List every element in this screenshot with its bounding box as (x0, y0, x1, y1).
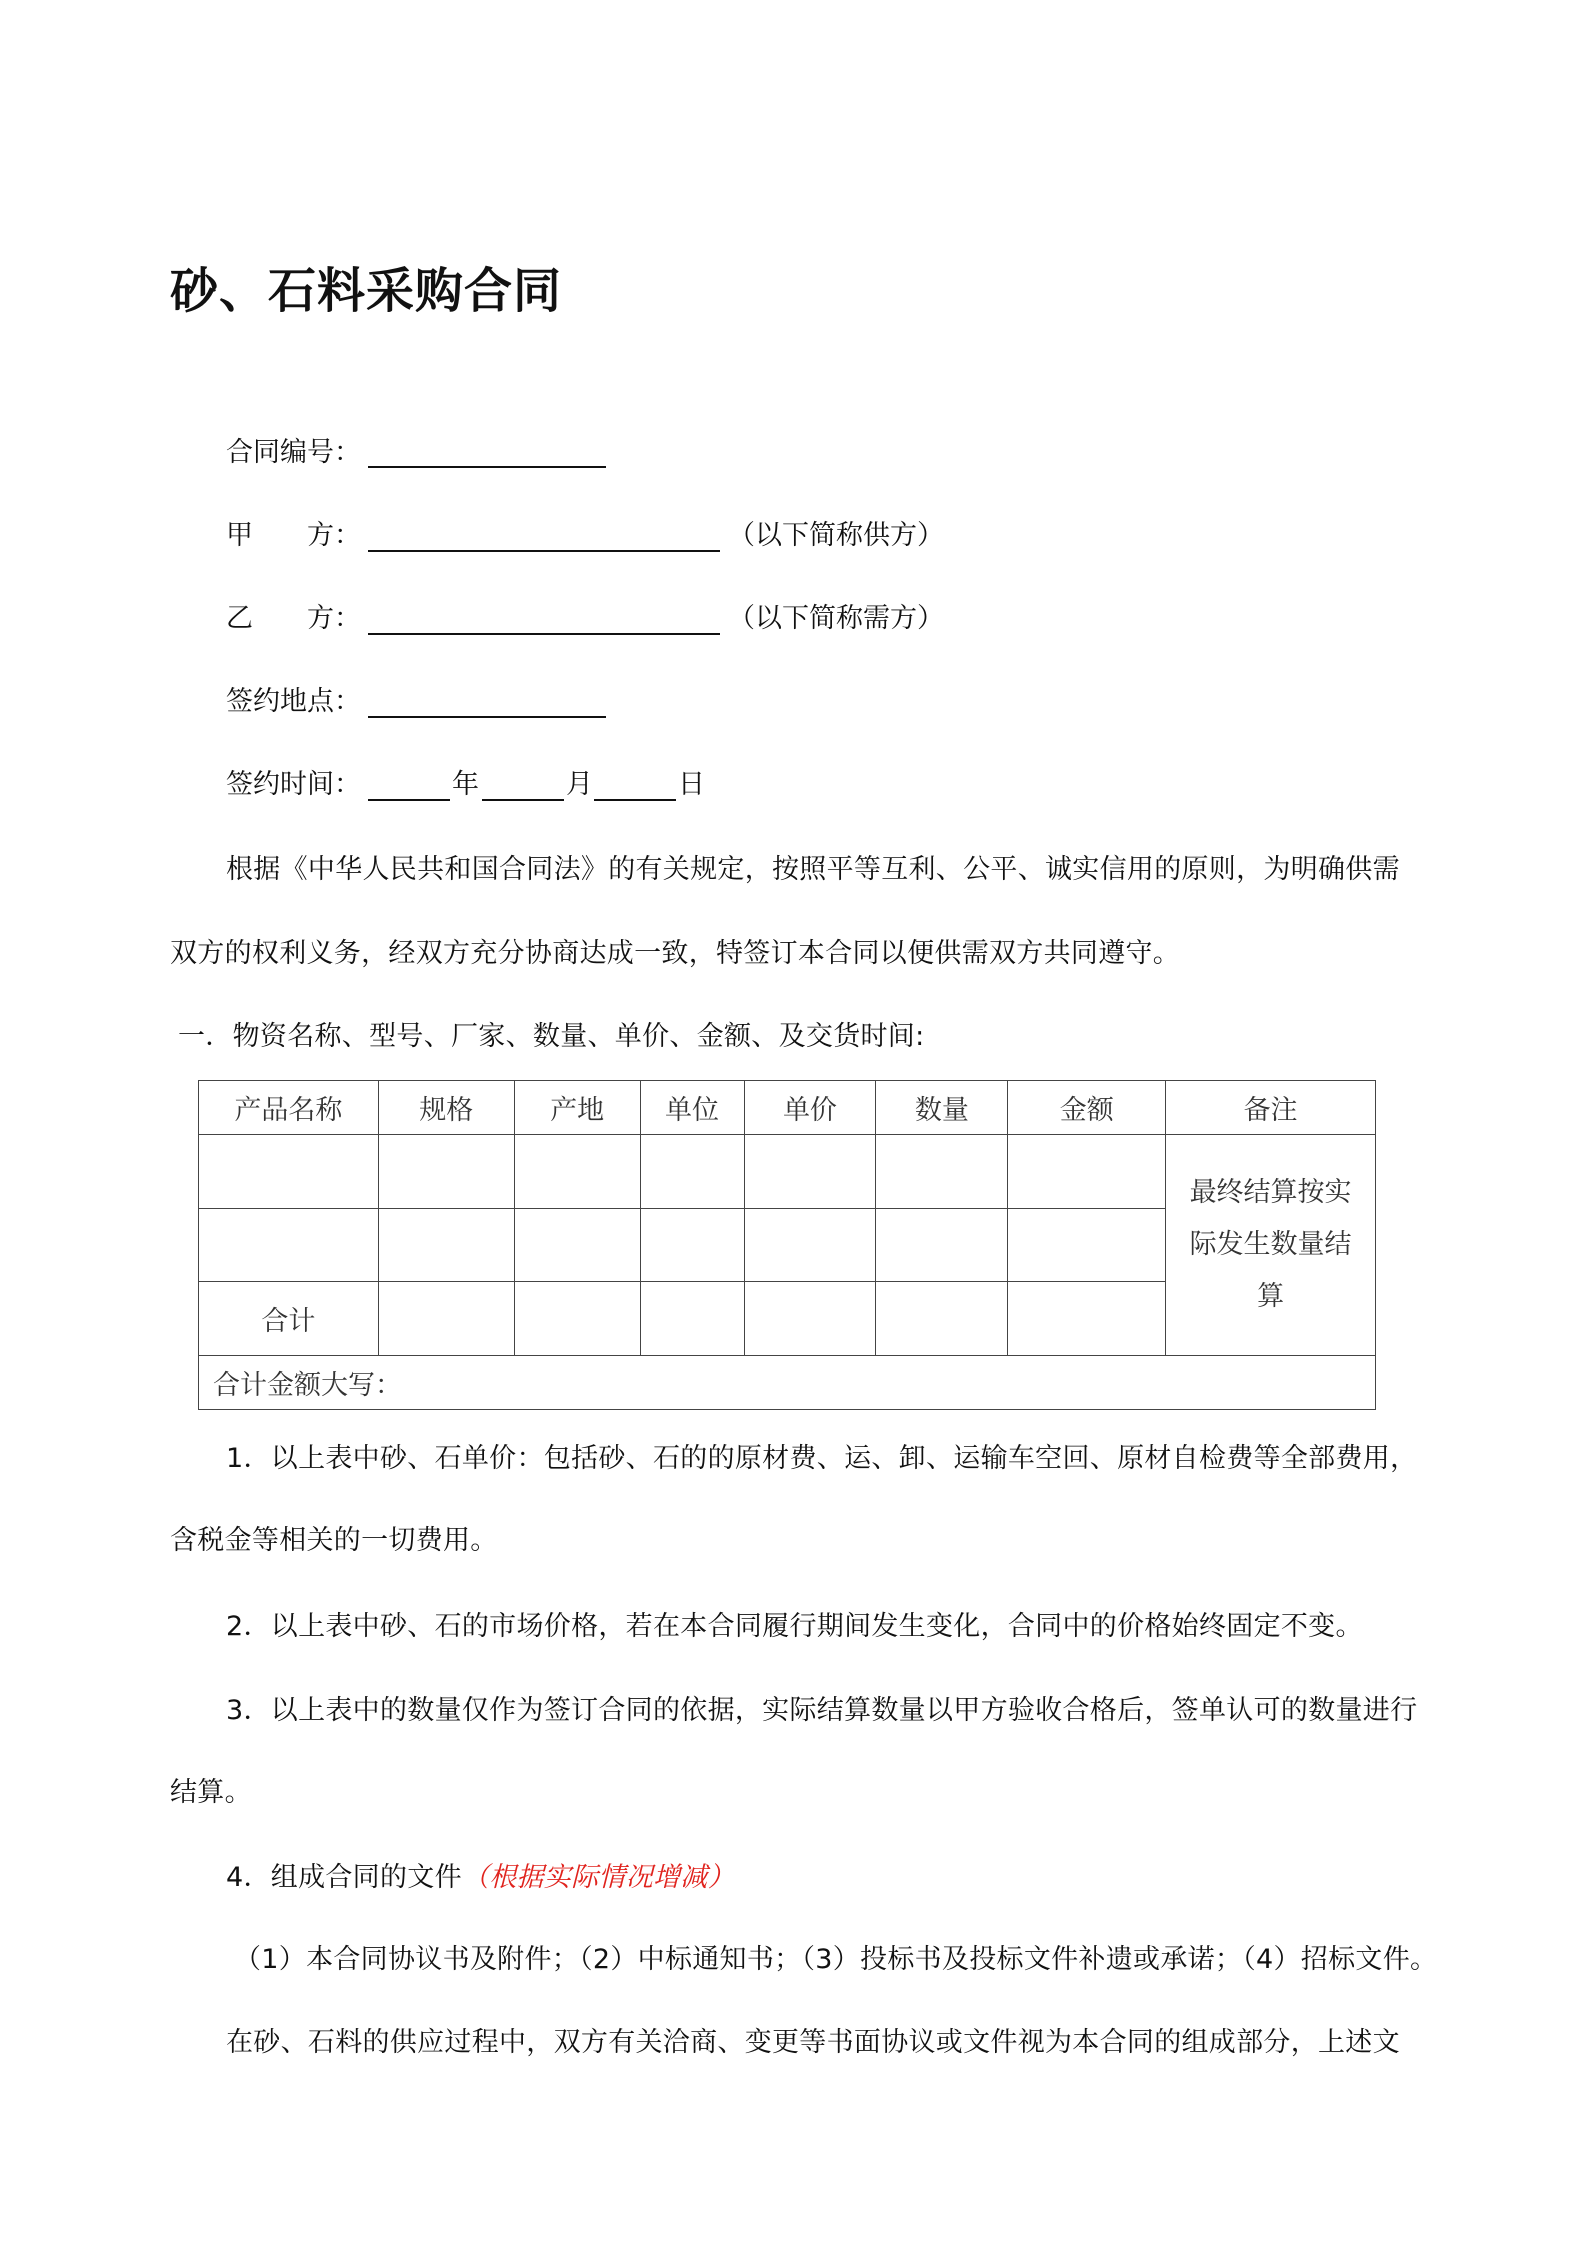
document-title: 砂、石料采购合同 (170, 263, 563, 319)
party-b-blank[interactable] (368, 633, 720, 635)
table-cell[interactable] (514, 1208, 640, 1282)
clause-1-line-2: 含税金等相关的一切费用。 (170, 1525, 498, 1556)
table-cell[interactable] (876, 1208, 1008, 1282)
header-unit-price: 单价 (744, 1081, 876, 1135)
year-blank[interactable] (368, 799, 450, 801)
table-cell[interactable] (199, 1208, 379, 1282)
month-blank[interactable] (482, 799, 564, 801)
table-cell[interactable] (1008, 1134, 1166, 1208)
sign-place-label: 签约地点： (226, 686, 361, 717)
month-label: 月 (566, 769, 593, 800)
party-a-blank[interactable] (368, 550, 720, 552)
table-row (199, 1134, 1376, 1208)
table-cell[interactable] (744, 1282, 876, 1356)
table-cell[interactable] (876, 1134, 1008, 1208)
table-cell[interactable] (744, 1208, 876, 1282)
table-cell[interactable] (378, 1208, 514, 1282)
clause-4-main: 4．组成合同的文件 (226, 1862, 462, 1893)
sign-place-blank[interactable] (368, 716, 606, 718)
table-cell[interactable] (514, 1282, 640, 1356)
header-unit: 单位 (640, 1081, 744, 1135)
intro-line-1: 根据《中华人民共和国合同法》的有关规定，按照平等互利、公平、诚实信用的原则，为明确供需 (226, 854, 1400, 885)
table-cell[interactable] (1008, 1208, 1166, 1282)
contract-no-blank[interactable] (368, 466, 606, 468)
amount-in-words-row (199, 1356, 1376, 1410)
header-product-name: 产品名称 (199, 1081, 379, 1135)
intro-line-2: 双方的权利义务，经双方充分协商达成一致，特签订本合同以便供需双方共同遵守。 (170, 938, 1181, 969)
header-remark: 备注 (1166, 1081, 1376, 1135)
contract-no-label: 合同编号： (226, 437, 361, 468)
day-blank[interactable] (594, 799, 676, 801)
total-label: 合计 (199, 1282, 379, 1356)
party-b-label: 乙 方： (226, 603, 361, 634)
remark-line-1: 最终结算按实 (1189, 1176, 1352, 1208)
table-cell[interactable] (378, 1134, 514, 1208)
sign-time-label: 签约时间： (226, 769, 361, 800)
remark-line-2: 际发生数量结 (1189, 1228, 1352, 1260)
table-cell[interactable] (640, 1134, 744, 1208)
header-quantity: 数量 (876, 1081, 1008, 1135)
header-amount: 金额 (1008, 1081, 1166, 1135)
table-cell[interactable] (876, 1282, 1008, 1356)
remark-line-3: 算 (1257, 1280, 1285, 1312)
table-header-row (199, 1081, 1376, 1135)
clause-3-line-1: 3．以上表中的数量仅作为签订合同的依据，实际结算数量以甲方验收合格后，签单认可的数量进行 (226, 1695, 1418, 1726)
section-1-heading: 一．物资名称、型号、厂家、数量、单价、金额、及交货时间: (178, 1021, 925, 1052)
table-cell[interactable] (514, 1134, 640, 1208)
table-cell[interactable] (744, 1134, 876, 1208)
clause-4-heading (226, 1855, 735, 1894)
table-cell[interactable] (640, 1282, 744, 1356)
remark-cell (1166, 1134, 1376, 1356)
clause-3-line-2: 结算。 (170, 1777, 252, 1808)
party-a-label: 甲 方： (226, 520, 361, 551)
table-cell[interactable] (1008, 1282, 1166, 1356)
header-spec: 规格 (378, 1081, 514, 1135)
clause-1-line-1: 1．以上表中砂、石单价：包括砂、石的的原材费、运、卸、运输车空回、原材自检费等全部费用， (226, 1443, 1418, 1474)
materials-table (198, 1080, 1376, 1410)
party-a-note: （以下简称供方） (728, 520, 944, 551)
table-cell[interactable] (199, 1134, 379, 1208)
header-origin: 产地 (514, 1081, 640, 1135)
table-cell[interactable] (378, 1282, 514, 1356)
clause-4-list: （1）本合同协议书及附件；（2）中标通知书；（3）投标书及投标文件补遗或承诺；（4）招标文件。 (234, 1944, 1438, 1975)
amount-in-words-label[interactable]: 合计金额大写： (199, 1356, 1376, 1410)
clause-4-tail: 在砂、石料的供应过程中，双方有关洽商、变更等书面协议或文件视为本合同的组成部分，上述文 (226, 2027, 1400, 2058)
party-b-note: （以下简称需方） (728, 603, 944, 634)
clause-4-red-note: （根据实际情况增减） (461, 1862, 735, 1893)
clause-2: 2．以上表中砂、石的市场价格，若在本合同履行期间发生变化，合同中的价格始终固定不变。 (226, 1611, 1363, 1642)
table-cell[interactable] (640, 1208, 744, 1282)
year-label: 年 (452, 769, 479, 800)
day-label: 日 (678, 769, 705, 800)
